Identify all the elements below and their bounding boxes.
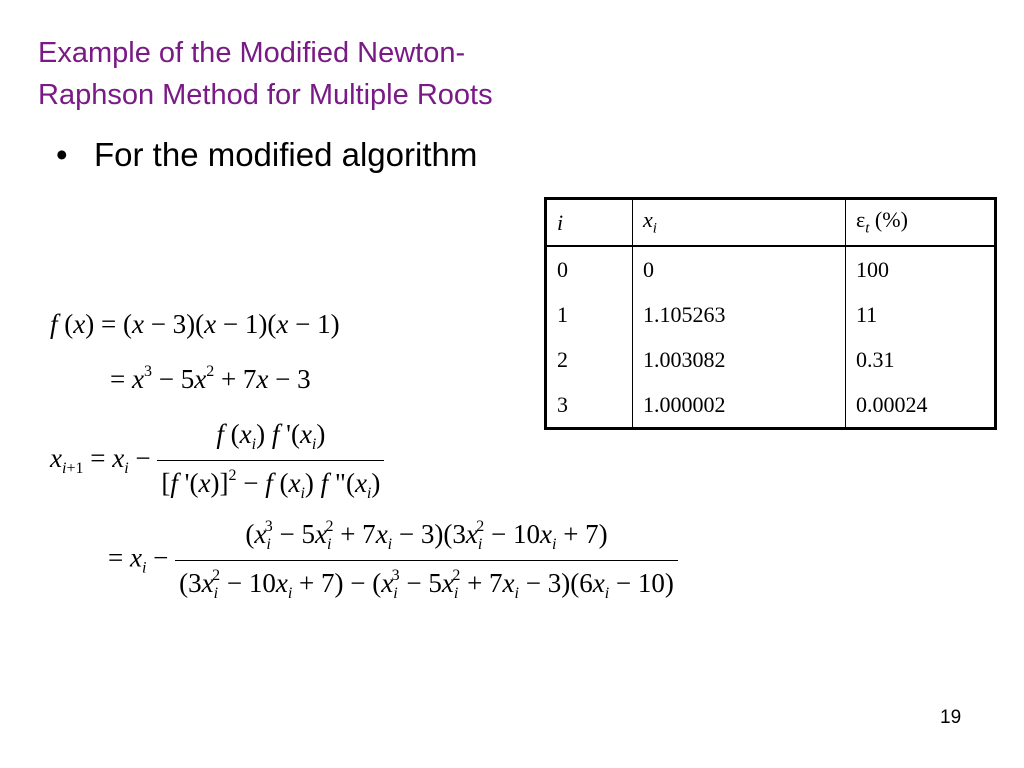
bullet-item xyxy=(56,136,477,174)
cell-error: 11 xyxy=(846,292,996,337)
explicit-fraction: $\frac{(x_i^3 - 5x_i^2 + 7x_i - 3)(3x_i^2 - 10x_i + 7)}{(3x_i^2 - 10x_i + 7) - (x_i^3 - 5x_i^2 + 7x_i - 3)(6x_i - 10)}$ xyxy=(175,518,678,603)
cell-error: 0.31 xyxy=(846,337,996,382)
cell-i: 0 xyxy=(546,246,633,292)
cell-xi: 1.003082 xyxy=(633,337,846,382)
equation-update-rule: $x_{i+1} = x_i$ − $\frac{f (x_i) f '(x_i)}{[f '(x)]^2 - f (x_i) f "(x_i)}$ xyxy=(50,419,384,503)
cell-xi: 1.105263 xyxy=(633,292,846,337)
table-header-row xyxy=(546,199,996,247)
header-error: $\varepsilon_t$ (%) xyxy=(846,199,996,247)
slide-title-line-1: Example of the Modified Newton- xyxy=(38,37,466,69)
cell-i: 3 xyxy=(546,382,633,429)
header-xi: $x_i$ xyxy=(633,199,846,247)
table-row xyxy=(546,382,996,429)
cell-error: 0.00024 xyxy=(846,382,996,429)
cell-error: 100 xyxy=(846,246,996,292)
slide-title-line-2: Raphson Method for Multiple Roots xyxy=(38,79,493,111)
table-row xyxy=(546,337,996,382)
cell-xi: 0 xyxy=(633,246,846,292)
bullet-text: For the modified algorithm xyxy=(94,136,478,173)
header-i: i xyxy=(546,199,633,247)
iteration-table xyxy=(544,197,997,430)
equation-f-expanded: = $x^3 - 5x^2 + 7x - 3$ xyxy=(110,363,311,394)
slide-title xyxy=(38,32,598,116)
table-row xyxy=(546,292,996,337)
update-rule-fraction: $\frac{f (x_i) f '(x_i)}{[f '(x)]^2 - f (x_i) f "(x_i)}$ xyxy=(157,419,384,503)
page-number: 19 xyxy=(940,707,962,728)
bullet-dot: • xyxy=(56,136,68,173)
cell-xi: 1.000002 xyxy=(633,382,846,429)
equation-update-explicit: = $x_i$ − $\frac{(x_i^3 - 5x_i^2 + 7x_i - 3)(3x_i^2 - 10x_i + 7)}{(3x_i^2 - 10x_i + 7) - (x_i^3 - 5x_i^2 + 7x_i - 3)(6x_i - 10)}$ xyxy=(108,518,678,603)
table-row xyxy=(546,246,996,292)
equation-f-definition: f (x) = (x − 3)(x − 1)(x − 1) xyxy=(50,309,340,339)
cell-i: 2 xyxy=(546,337,633,382)
cell-i: 1 xyxy=(546,292,633,337)
